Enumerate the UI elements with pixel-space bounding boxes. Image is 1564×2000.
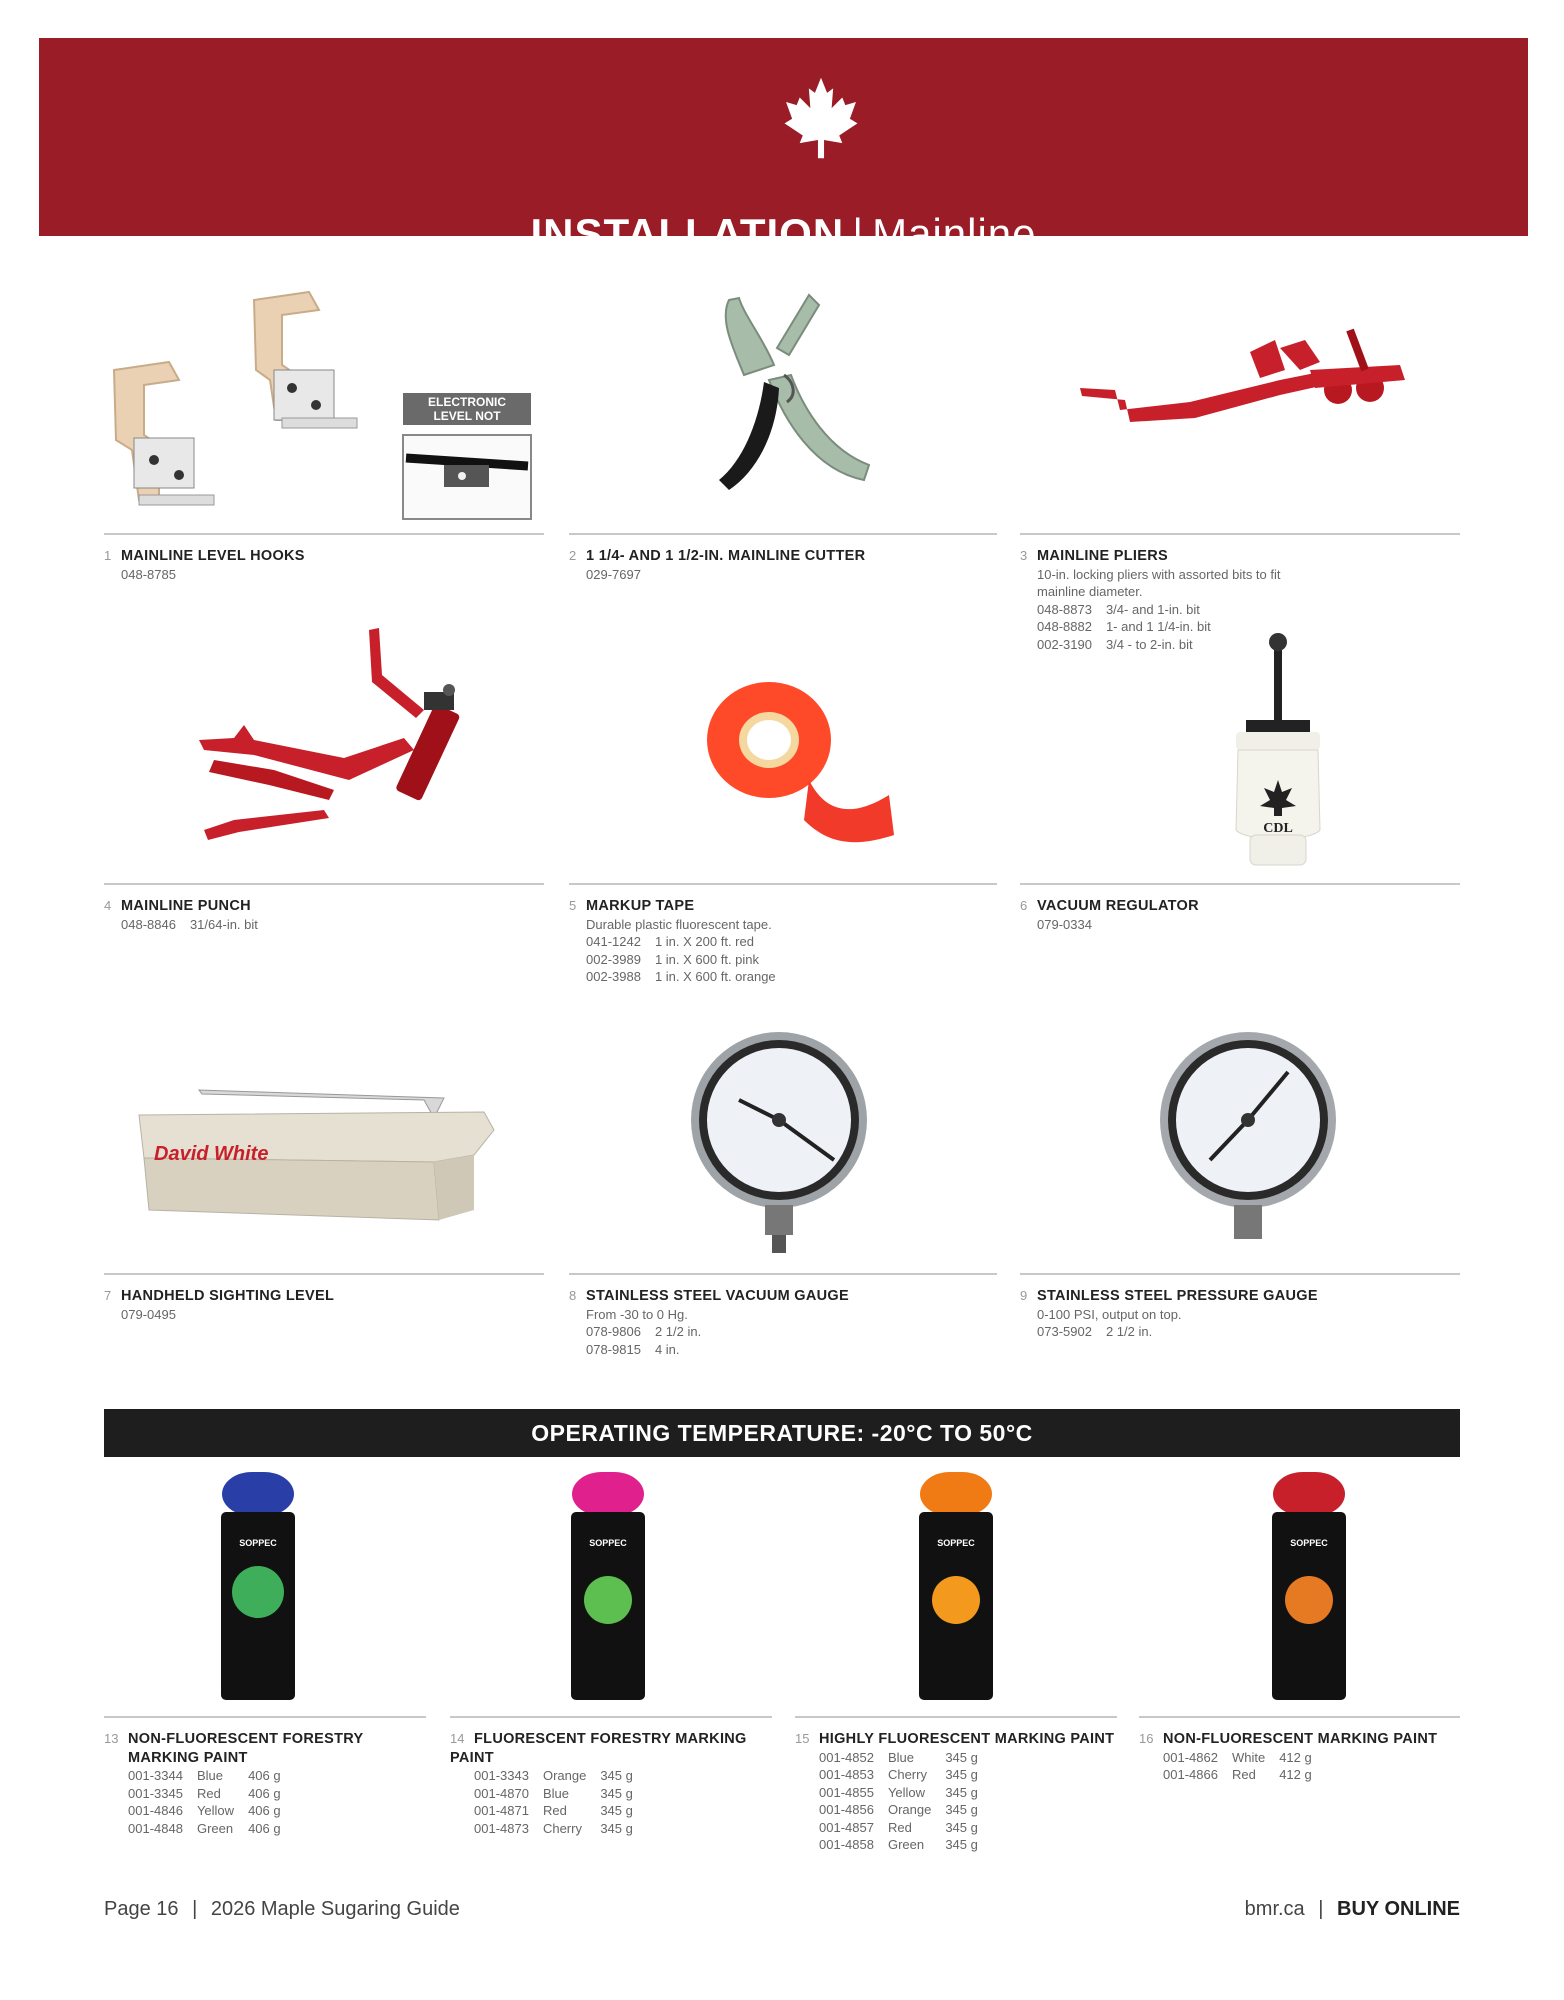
spray-can-image [795,1472,1117,1712]
table-row: 001-4853 Cherry 345 g [819,1767,978,1782]
divider [104,1716,426,1718]
maple-leaf-icon [783,76,859,160]
spray-can-image [104,1472,426,1712]
product-card [1020,620,1460,940]
divider [1020,883,1460,885]
sku-table [121,916,272,934]
product-caption: 4 MAINLINE PUNCH 048-8846 31/64-in. bit [104,897,544,933]
table-row: 048-8846 31/64-in. bit [121,916,258,932]
table-row: 078-9806 2 1/2 in. [586,1324,702,1339]
can-brand: SOPPEC [239,1538,277,1548]
divider [1020,533,1460,535]
table-row: 001-4858 Green 345 g [819,1837,978,1852]
vacuum-gauge-image [569,1010,997,1270]
divider [1020,1273,1460,1275]
mainline-punch-image [104,620,544,880]
page-title: INSTALLATION | Mainline [530,210,1037,257]
can-cap [1273,1472,1345,1516]
table-row: 001-4871 Red 345 g [474,1803,633,1818]
table-row: 001-4857 Red 345 g [819,1819,978,1835]
pressure-gauge-image [1020,1010,1460,1270]
buy-online-link[interactable]: BUY ONLINE [1337,1898,1460,1920]
paint-card [795,1472,1117,1892]
product-caption: 5 MARKUP TAPE Durable plastic fluorescent tape. 041-1242 1 in. X 200 ft. red 002-3989 1 in. X 600 ft. pink 002-3988 1 in. X 600 ft. orange [569,897,997,986]
paint-card [450,1472,772,1872]
divider [104,1273,544,1275]
table-row: 001-4855 Yellow 345 g [819,1784,978,1800]
product-card [569,1010,997,1370]
divider [104,883,544,885]
table-row: 073-5902 2 1/2 in. [1037,1324,1153,1339]
sku-table [1163,1749,1326,1784]
divider [795,1716,1117,1718]
table-row: 002-3989 1 in. X 600 ft. pink [586,951,760,967]
sku-table [586,1323,715,1358]
can-cap [222,1472,294,1516]
site-link[interactable]: bmr.ca [1244,1898,1305,1920]
table-row: 001-4862 White 412 g [1163,1749,1312,1765]
paint-card [104,1472,426,1872]
sku-table [586,933,790,986]
cdl-logo: CDL [1263,821,1293,836]
table-row: 002-3190 3/4 - to 2-in. bit [1037,636,1193,652]
table-row: 001-3344 Blue 406 g [128,1768,281,1783]
can-cap [920,1472,992,1516]
product-card [104,270,544,610]
table-row: 002-3988 1 in. X 600 ft. orange [586,969,776,984]
product-card [1020,1010,1460,1350]
table-row: 001-4873 Cherry 345 g [474,1820,633,1836]
paint-caption: 16 NON-FLUORESCENT MARKING PAINT 001-4862 White 412 g 001-4866 Red 412 g [1139,1731,1438,1782]
spray-can-image [1139,1472,1460,1712]
footer-links: bmr.ca | BUY ONLINE [1244,1898,1460,1920]
can-label [584,1576,632,1624]
can-label [232,1566,284,1618]
product-card [1020,270,1460,652]
divider [569,533,997,535]
paint-caption: 14 FLUORESCENT FORESTRY MARKING PAINT 001-3343 Orange 345 g 001-4870 Blue 345 g 001-4871 Red 345 g 001-4873 Cherry 345 g [450,1731,747,1836]
david-white-logo: David White [154,1143,269,1165]
table-row: 041-1242 1 in. X 200 ft. red [586,934,754,949]
footer-page-info: Page 16 | 2026 Maple Sugaring Guide [104,1898,460,1920]
sku-table [474,1767,647,1837]
sku-table [1037,1323,1166,1341]
divider [1139,1716,1460,1718]
paint-caption: 13 NON-FLUORESCENT FORESTRY MARKING PAINT 001-3344 Blue 406 g 001-3345 Red 406 g 001-4846 Yellow 406 g 001-4848 Green 406 g [104,1731,364,1836]
can-brand: SOPPEC [589,1538,627,1548]
paint-card [1139,1472,1460,1872]
product-caption: 7 HANDHELD SIGHTING LEVEL 079-0495 [104,1288,335,1322]
operating-temperature-banner: OPERATING TEMPERATURE: -20°C TO 50°C [104,1409,1460,1457]
table-row: 001-4846 Yellow 406 g [128,1803,281,1818]
vacuum-regulator-image [1020,620,1460,880]
sighting-level-image [104,1010,544,1270]
divider [104,533,544,535]
table-row: 001-3345 Red 406 g [128,1785,281,1801]
divider [569,1273,997,1275]
product-card [569,620,997,1000]
product-caption: 6 VACUUM REGULATOR 079-0334 [1020,898,1199,932]
spray-can-image [450,1472,772,1712]
table-row: 001-4866 Red 412 g [1163,1767,1312,1782]
divider [450,1716,772,1718]
page-header [39,38,1528,257]
product-caption: 8 STAINLESS STEEL VACUUM GAUGE From -30 to 0 Hg. 078-9806 2 1/2 in. 078-9815 4 in. [569,1288,849,1357]
product-card [104,1010,544,1330]
paint-caption: 15 HIGHLY FLUORESCENT MARKING PAINT 001-4852 Blue 345 g 001-4853 Cherry 345 g 001-4855 Yellow 345 g 001-4856 Orange 345 g 001-4857 Red 345 g 001-4858 Green 345 g [795,1731,1115,1852]
electronic-level-badge: ELECTRONIC LEVEL NOT INCLUDED [428,395,506,437]
table-row: 078-9815 4 in. [586,1341,680,1357]
can-label [932,1576,980,1624]
product-card [569,270,997,610]
product-caption: 2 1 1/4- AND 1 1/2-IN. MAINLINE CUTTER 029-7697 [569,548,866,582]
product-caption: 9 STAINLESS STEEL PRESSURE GAUGE 0-100 PSI, output on top. 073-5902 2 1/2 in. [1020,1288,1318,1339]
table-row: 001-4870 Blue 345 g [474,1785,633,1801]
table-row: 001-4852 Blue 345 g [819,1749,978,1765]
table-row: 048-8882 1- and 1 1/4-in. bit [1037,619,1211,634]
table-row: 001-4848 Green 406 g [128,1820,281,1836]
product-caption: 3 MAINLINE PLIERS 10-in. locking pliers with assorted bits to fit mainline diameter. 048-8873 3/4- and 1-in. bit 048-8882 1- and 1 1/4-in. bit 002-3190 3/4 - to 2-in. bit [1020,548,1281,652]
can-brand: SOPPEC [937,1538,975,1548]
markup-tape-image [569,620,997,880]
sku-table [819,1749,992,1854]
can-label [1285,1576,1333,1624]
product-card [104,620,544,940]
table-row: 048-8873 3/4- and 1-in. bit [1037,601,1200,617]
mainline-cutter-image [569,270,997,530]
can-cap [572,1472,644,1516]
mainline-pliers-image [1020,270,1460,530]
table-row: 001-4856 Orange 345 g [819,1802,978,1817]
divider [569,883,997,885]
product-caption: 1 MAINLINE LEVEL HOOKS 048-8785 [104,548,305,582]
can-brand: SOPPEC [1290,1538,1328,1548]
table-row: 001-3343 Orange 345 g [474,1768,633,1783]
sku-table [128,1767,295,1837]
